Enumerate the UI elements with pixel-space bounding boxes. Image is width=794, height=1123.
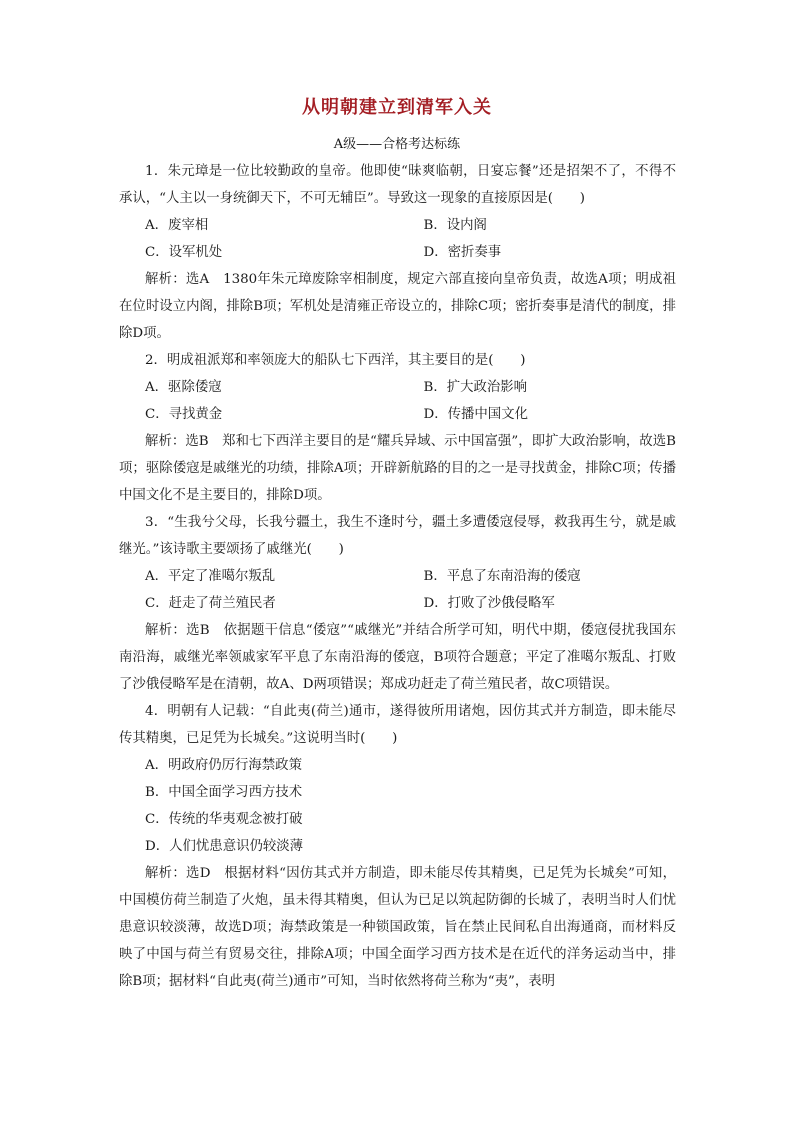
question-2-option-c: C．寻找黄金: [145, 407, 223, 422]
question-3-option-c: C．赶走了荷兰殖民者: [145, 596, 276, 611]
document-title: 从明朝建立到清军入关: [302, 97, 492, 118]
question-2-options: [119, 374, 676, 428]
question-3-options: [119, 563, 676, 617]
question-1-stem: 1．朱元璋是一位比较勤政的皇帝。他即使“昧爽临朝，日宴忘餐”还是招架不了，不得不承认，“人主以一身统御天下，不可无辅臣”。导致这一现象的直接原因是( ): [119, 164, 676, 206]
question-2-analysis: 解析：选B 郑和七下西洋主要目的是“耀兵异域、示中国富强”，即扩大政治影响，故选B项；驱除倭寇是戚继光的功绩，排除A项；开辟新航路的目的之一是寻找黄金，排除C项；传播中国文化不是主要目的，排除D项。: [119, 434, 676, 503]
question-2-option-d: D．传播中国文化: [423, 407, 528, 422]
question-4-options: [119, 752, 676, 860]
document-body: [119, 158, 676, 995]
question-4-option-d: D．人们忧患意识仍较淡薄: [145, 839, 304, 854]
question-3-analysis: 解析：选B 依据题干信息“倭寇”“戚继光”并结合所学可知，明代中期，倭寇侵扰我国东南沿海，戚继光率领戚家军平息了东南沿海的倭寇，B项符合题意；平定了准噶尔叛乱、打败了沙俄侵略军是在清朝，故A、D两项错误；郑成功赶走了荷兰殖民者，故C项错误。: [119, 623, 676, 692]
question-2-option-a: A．驱除倭寇: [145, 380, 222, 395]
question-1-option-d: D．密折奏事: [423, 245, 502, 260]
question-2-option-b: B．扩大政治影响: [423, 380, 528, 395]
question-1-option-b: B．设内阁: [423, 218, 487, 233]
question-4-analysis: 解析：选D 根据材料“因仿其式并方制造，即未能尽传其精奥，已足凭为长城矣”可知，中国模仿荷兰制造了火炮，虽未得其精奥，但认为已足以筑起防御的长城了，表明当时人们忧患意识较淡薄，故选D项；海禁政策是一种锁国政策，旨在禁止民间私自出海通商，而材料反映了中国与荷兰有贸易交往，排除A项；中国全面学习西方技术是在近代的洋务运动当中，排除B项；据材料“自此夷(荷兰)通市”可知，当时依然将荷兰称为“夷”，表明: [119, 866, 676, 989]
question-4-stem: 4．明朝有人记载：“自此夷(荷兰)通市，遂得彼所用诸炮，因仿其式并方制造，即未能尽传其精奥，已足凭为长城矣。”这说明当时( ): [119, 704, 676, 746]
question-2-stem: 2．明成祖派郑和率领庞大的船队七下西洋，其主要目的是( ): [145, 353, 526, 368]
question-1-analysis: 解析：选A 1380年朱元璋废除宰相制度，规定六部直接向皇帝负责，故选A项；明成祖在位时设立内阁，排除B项；军机处是清雍正帝设立的，排除C项；密折奏事是清代的制度，排除D项。: [119, 272, 676, 341]
question-3-stem: 3．“生我兮父母，长我兮疆土，我生不逢时兮，疆土多遭倭寇侵辱，救我再生兮，就是戚继光。”该诗歌主要颂扬了戚继光( ): [119, 515, 676, 557]
question-4-option-a: A．明政府仍厉行海禁政策: [145, 758, 302, 773]
question-1-option-c: C．设军机处: [145, 245, 223, 260]
question-4-option-b: B．中国全面学习西方技术: [145, 785, 303, 800]
question-1-option-a: A．废宰相: [145, 218, 209, 233]
question-3-option-d: D．打败了沙俄侵略军: [423, 596, 555, 611]
question-3-option-b: B．平息了东南沿海的倭寇: [423, 569, 581, 584]
question-4-option-c: C．传统的华夷观念被打破: [145, 812, 303, 827]
question-1-options: [119, 212, 676, 266]
question-3-option-a: A．平定了准噶尔叛乱: [145, 569, 276, 584]
document-subtitle: A级——合格考达标练: [333, 137, 461, 152]
